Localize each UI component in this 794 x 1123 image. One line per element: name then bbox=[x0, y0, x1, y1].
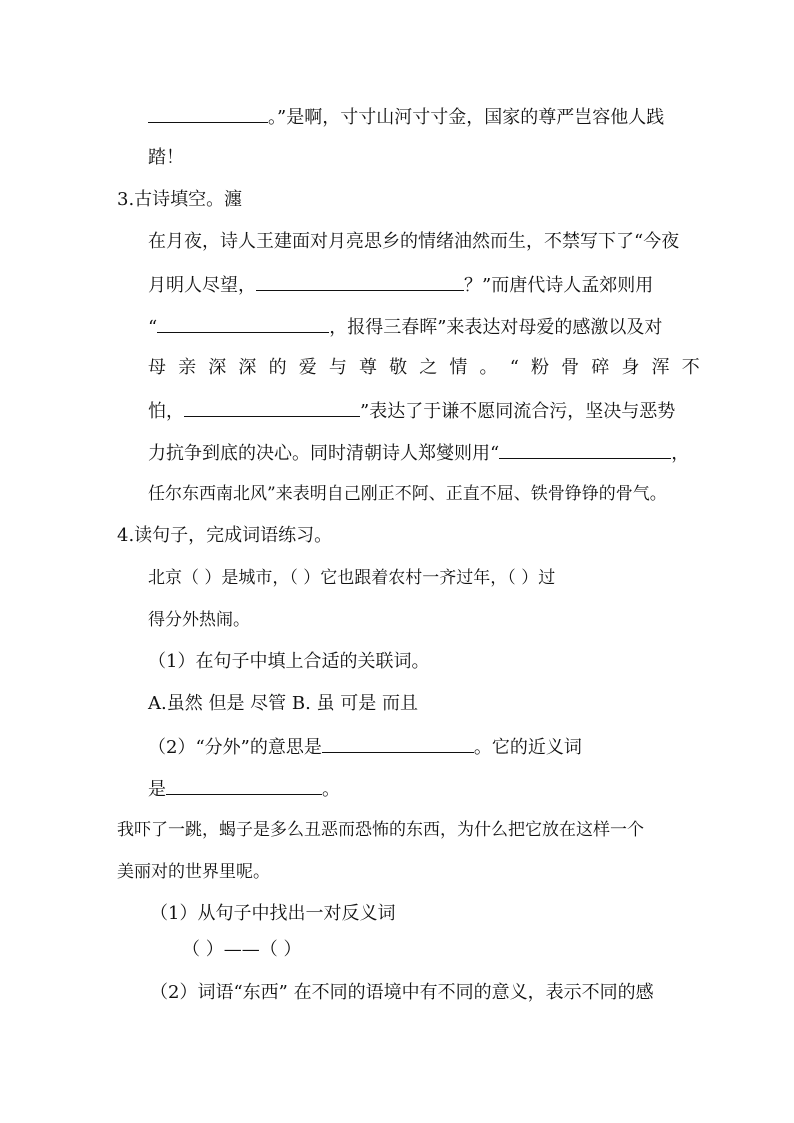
q3-line6 bbox=[148, 440, 689, 464]
q3-line4-char: 的 bbox=[268, 357, 287, 378]
q3-line2-text-a: 月明人尽望， bbox=[148, 275, 256, 296]
q4-sub1: （1）在句子中填上合适的关联词。 bbox=[148, 651, 430, 672]
answer-blank-q4-meaning[interactable] bbox=[322, 734, 474, 753]
q5-sub2: （2）词语“东西” 在不同的语境中有不同的意义，表示不同的感 bbox=[150, 982, 654, 1003]
q2-tail-line2: 踏！ bbox=[148, 147, 184, 168]
q4-options: A.虽然 但是 尽管 B. 虽 可是 而且 bbox=[148, 693, 418, 714]
q2-tail-text: 。”是啊，寸寸山河寸寸金，国家的尊严岂容他人践 bbox=[268, 107, 665, 128]
q4-sentence-line1: 北京（ ）是城市，（ ）它也跟着农村一齐过年，（ ）过 bbox=[148, 568, 556, 588]
q3-line4-char: 骨 bbox=[561, 357, 580, 378]
q3-line5-text-b: ”表达了于谦不愿同流合污，坚决与恶势 bbox=[360, 401, 676, 422]
q3-line4-char: 浑 bbox=[651, 357, 670, 378]
q3-line4-char: “ bbox=[509, 357, 519, 378]
q4-sub2-text-c: 是 bbox=[148, 779, 166, 800]
q3-line4-char: 母 bbox=[148, 357, 166, 378]
q5-passage-line2: 美丽对的世界里呢。 bbox=[117, 862, 270, 882]
q3-line6-text-b: ， bbox=[671, 443, 690, 464]
q4-sub2-text-b: 。它的近义词 bbox=[473, 737, 582, 758]
q3-line2 bbox=[148, 272, 653, 296]
q3-line4-char: 粉 bbox=[531, 357, 550, 378]
q3-line5 bbox=[148, 398, 675, 422]
answer-blank-q4-synonym[interactable] bbox=[166, 776, 322, 795]
q3-line4-char: 碎 bbox=[591, 357, 610, 378]
q3-line3-text-a: “ bbox=[148, 317, 158, 338]
q3-line4-char: 尊 bbox=[358, 357, 377, 378]
q3-line4 bbox=[148, 356, 700, 380]
answer-blank-q3-1[interactable] bbox=[256, 272, 464, 291]
q3-line5-text-a: 怕， bbox=[148, 401, 184, 422]
q3-line7: 任尔东西南北风”来表明自己刚正不阿、正直不屈、铁骨铮铮的骨气。 bbox=[148, 484, 667, 504]
q4-sentence-line2: 得分外热闹。 bbox=[148, 610, 250, 630]
q3-title: 3.古诗填空。瀍 bbox=[117, 189, 243, 210]
q3-line4-char: 敬 bbox=[389, 357, 408, 378]
q3-line1: 在月夜，诗人王建面对月亮思乡的情绪油然而生，不禁写下了“今夜 bbox=[148, 231, 680, 252]
q4-sub2-text-a: （2）“分外”的意思是 bbox=[148, 737, 322, 758]
q3-line4-char: 之 bbox=[419, 357, 438, 378]
q5-antonym-blanks[interactable]: （ ）——（ ） bbox=[182, 939, 302, 960]
q3-line4-char: 深 bbox=[208, 357, 227, 378]
q3-line4-char: 爱 bbox=[298, 357, 317, 378]
q4-title: 4.读句子，完成词语练习。 bbox=[117, 525, 333, 546]
answer-blank-q3-4[interactable] bbox=[499, 440, 671, 459]
answer-blank-q3-3[interactable] bbox=[184, 398, 360, 417]
q2-tail-line1 bbox=[148, 104, 664, 128]
q3-line4-char: 身 bbox=[621, 357, 640, 378]
q3-line6-text-a: 力抗争到底的决心。同时清朝诗人郑燮则用“ bbox=[148, 443, 500, 464]
q3-line2-text-b: ？”而唐代诗人孟郊则用 bbox=[464, 275, 654, 296]
q4-sub2 bbox=[148, 734, 582, 758]
q4-sub2-text-d: 。 bbox=[322, 779, 340, 800]
q3-line4-char: 亲 bbox=[178, 357, 197, 378]
q3-line3 bbox=[148, 314, 662, 338]
q3-line4-char: 不 bbox=[681, 357, 700, 378]
answer-blank-q3-2[interactable] bbox=[157, 314, 329, 333]
q5-sub1: （1）从句子中找出一对反义词 bbox=[150, 903, 396, 924]
q3-line4-char: 深 bbox=[238, 357, 257, 378]
q4-sub2-cont bbox=[148, 776, 340, 800]
q5-passage-line1: 我吓了一跳，蝎子是多么丑恶而恐怖的东西，为什么把它放在这样一个 bbox=[117, 820, 644, 840]
q3-line4-char: 。 bbox=[479, 357, 498, 378]
q3-line3-text-b: ，报得三春晖”来表达对母爱的感激以及对 bbox=[329, 317, 663, 338]
q3-line4-char: 与 bbox=[328, 357, 347, 378]
answer-blank-q2[interactable] bbox=[148, 104, 268, 123]
q3-line4-char: 情 bbox=[449, 357, 468, 378]
